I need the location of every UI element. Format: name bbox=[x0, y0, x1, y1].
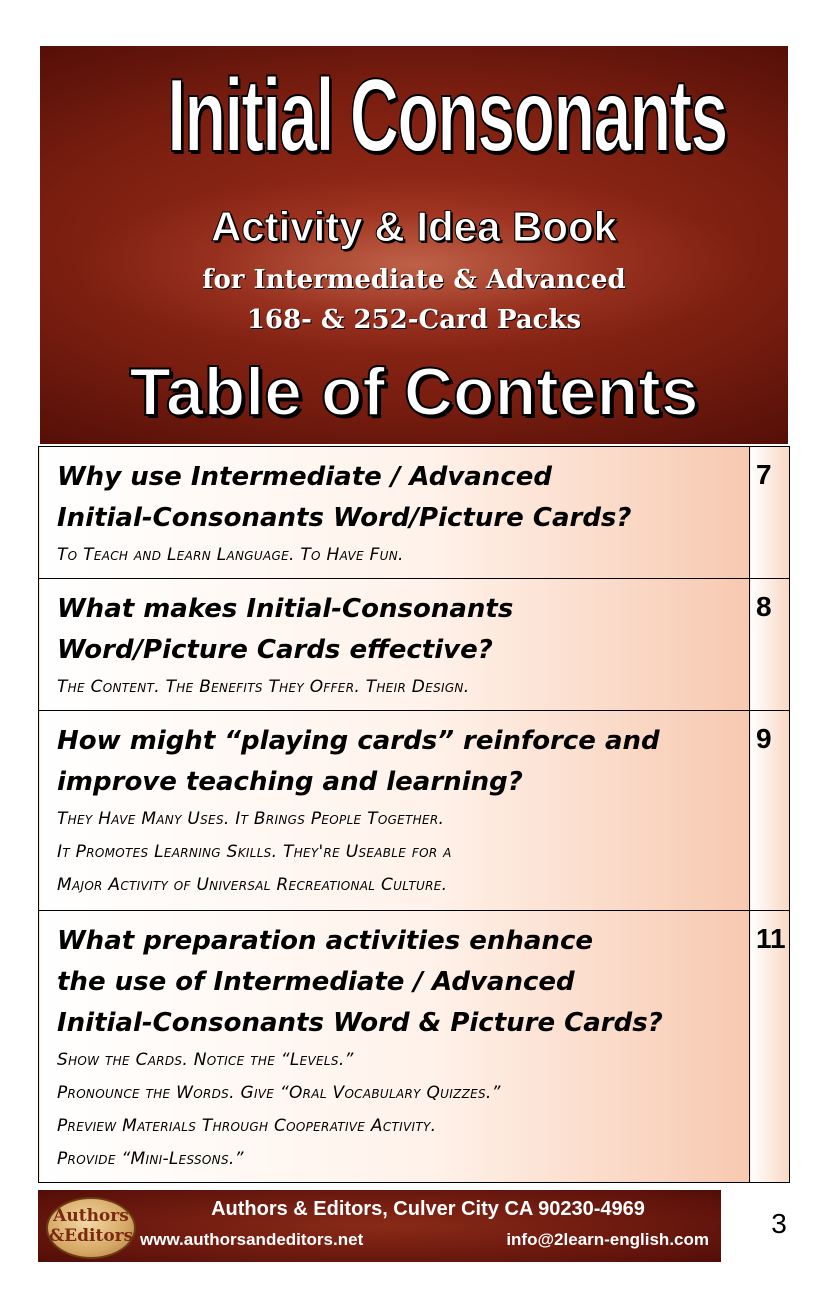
toc-page-number: 9 bbox=[750, 711, 790, 911]
toc-answer-line: Show the Cards. Notice the “Levels.” bbox=[57, 1050, 354, 1070]
toc-answer-line: It Promotes Learning Skills. They're Useable for a bbox=[57, 842, 452, 862]
toc-answer-line: Provide “Mini-Lessons.” bbox=[57, 1149, 244, 1169]
toc-question-line: Initial-Consonants Word & Picture Cards? bbox=[57, 1008, 663, 1038]
publisher-logo bbox=[46, 1197, 136, 1259]
toc-question-line: Initial-Consonants Word/Picture Cards? bbox=[57, 503, 632, 533]
publisher-footer bbox=[38, 1190, 721, 1262]
page-number: 3 bbox=[771, 1208, 787, 1239]
toc-answer-line: To Teach and Learn Language. To Have Fun. bbox=[57, 545, 404, 565]
toc-question-line: How might “playing cards” reinforce and bbox=[57, 726, 660, 756]
toc-row bbox=[39, 579, 790, 711]
packs-line: 168- & 252-Card Packs bbox=[246, 305, 582, 335]
toc-question-line: What preparation activities enhance bbox=[57, 926, 593, 956]
logo-text-line: &Editors bbox=[48, 1226, 134, 1246]
publisher-website[interactable]: www.authorsandeditors.net bbox=[140, 1230, 364, 1249]
toc-entry bbox=[39, 911, 750, 1183]
toc-question-line: improve teaching and learning? bbox=[57, 767, 523, 797]
toc-question-line: Word/Picture Cards effective? bbox=[57, 635, 493, 665]
toc-page-number: 11 bbox=[750, 911, 790, 1183]
toc-question-line: Why use Intermediate / Advanced bbox=[57, 462, 552, 492]
toc-answer-line: Pronounce the Words. Give “Oral Vocabulary Quizzes.” bbox=[57, 1083, 501, 1103]
book-subtitle: Activity & Idea Book bbox=[210, 203, 618, 250]
toc-row bbox=[39, 447, 790, 579]
publisher-address: Authors & Editors, Culver City CA 90230-4969 bbox=[211, 1198, 645, 1220]
toc-entry bbox=[39, 447, 750, 579]
toc-entry bbox=[39, 711, 750, 911]
publisher-email[interactable]: info@2learn-english.com bbox=[506, 1230, 709, 1249]
toc-answer-line: They Have Many Uses. It Brings People Together. bbox=[57, 809, 445, 829]
logo-text-line: Authors bbox=[53, 1206, 129, 1226]
toc-question-line: the use of Intermediate / Advanced bbox=[57, 967, 575, 997]
toc-answer-line: Preview Materials Through Cooperative Activity. bbox=[57, 1116, 437, 1136]
toc-page-number: 7 bbox=[750, 447, 790, 579]
toc-row bbox=[39, 911, 790, 1183]
toc-answer-line: The Content. The Benefits They Offer. Their Design. bbox=[57, 677, 470, 697]
cover-header bbox=[40, 46, 788, 444]
toc-page-number: 8 bbox=[750, 579, 790, 711]
toc-entry bbox=[39, 579, 750, 711]
book-title: Initial Consonants bbox=[167, 58, 727, 174]
toc-row bbox=[39, 711, 790, 911]
toc-heading: Table of Contents bbox=[129, 354, 699, 430]
toc-table bbox=[38, 446, 790, 1183]
audience-line: for Intermediate & Advanced bbox=[202, 265, 626, 295]
toc-answer-line: Major Activity of Universal Recreational Culture. bbox=[57, 875, 448, 895]
toc-question-line: What makes Initial-Consonants bbox=[57, 594, 514, 624]
